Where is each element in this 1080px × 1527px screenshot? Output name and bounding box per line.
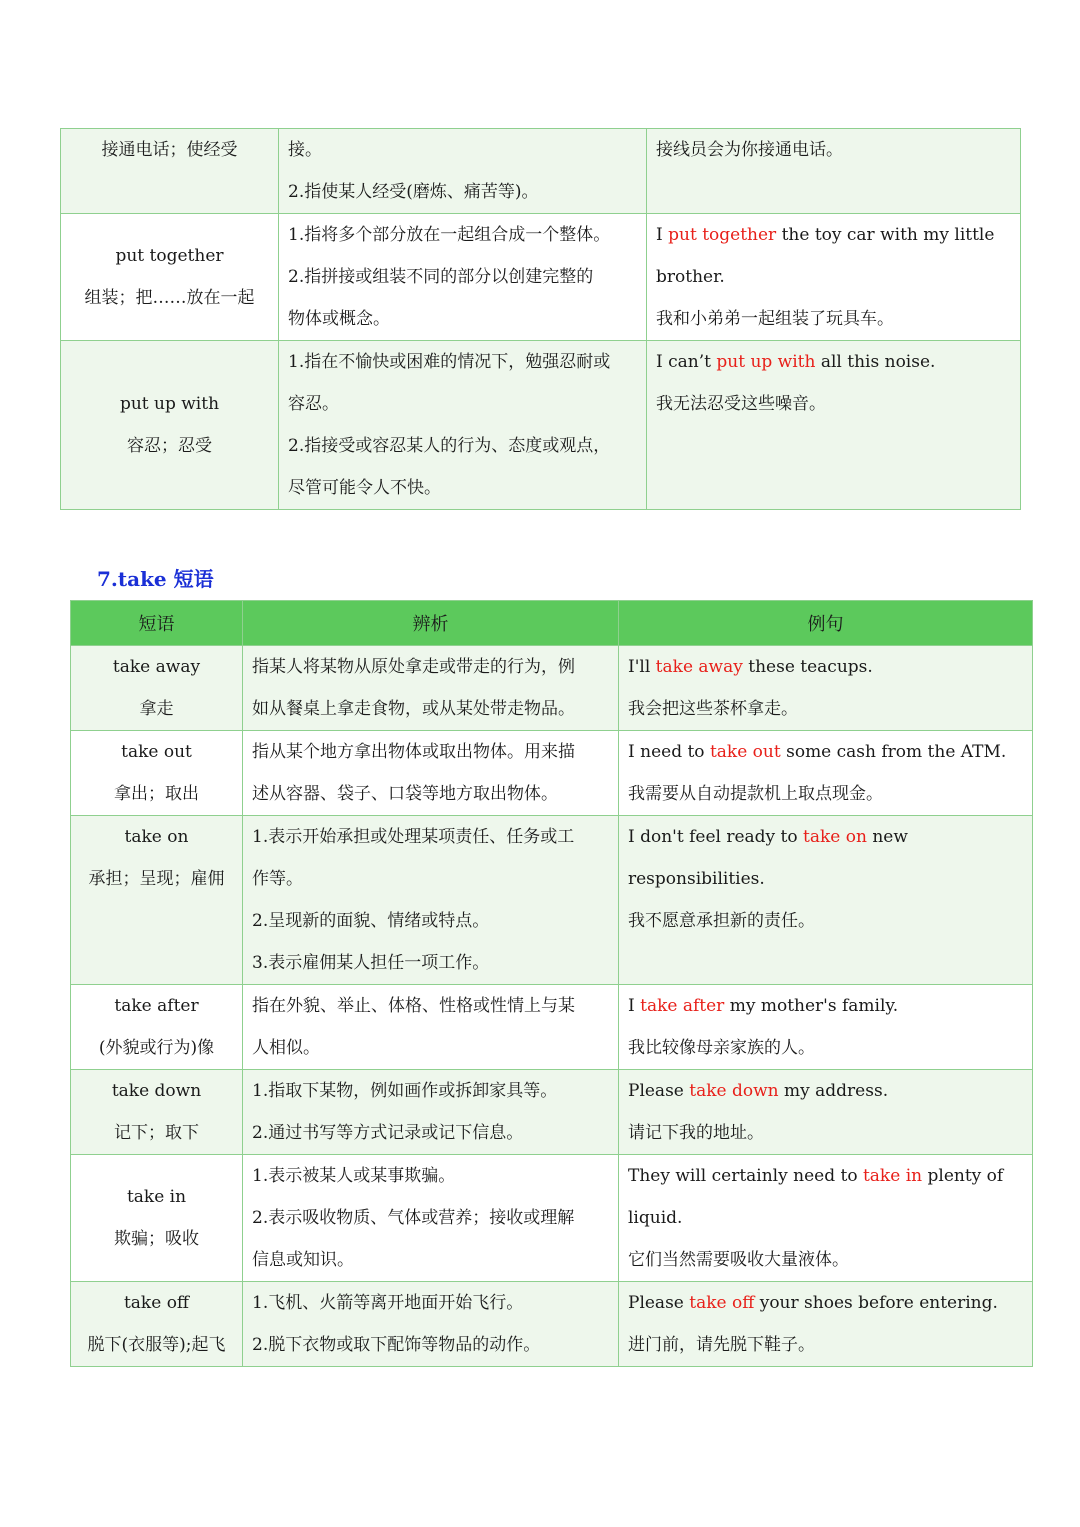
table-row	[61, 341, 1021, 510]
phrase-text: take away	[112, 657, 201, 677]
analysis-line: 2.脱下衣物或取下配饰等物品的动作。	[252, 1335, 541, 1355]
example-cell	[619, 985, 1033, 1070]
analysis-line: 信息或知识。	[252, 1250, 354, 1270]
highlighted-phrase: take down	[689, 1081, 779, 1101]
analysis-line: 人相似。	[252, 1038, 320, 1058]
example-translation: 我无法忍受这些噪音。	[656, 394, 826, 414]
analysis-line: 2.指使某人经受(磨炼、痛苦等)。	[288, 182, 539, 202]
example-sentence: I'll take away these teacups.	[628, 657, 873, 677]
phrase-meaning: 拿走	[139, 699, 174, 719]
phrase-text: put up with	[119, 394, 220, 414]
example-cell	[619, 1282, 1033, 1367]
analysis-line: 2.通过书写等方式记录或记下信息。	[252, 1123, 524, 1143]
highlighted-phrase: take after	[640, 996, 725, 1016]
table-row	[61, 129, 1021, 214]
analysis-line: 物体或概念。	[288, 309, 390, 329]
phrase-meaning: 接通电话；使经受	[101, 140, 238, 160]
analysis-line: 1.指将多个部分放在一起组合成一个整体。	[288, 225, 611, 245]
phrase-cell	[71, 1282, 243, 1367]
example-cell	[647, 129, 1021, 214]
analysis-line: 2.呈现新的面貌、情绪或特点。	[252, 911, 490, 931]
highlighted-phrase: put up with	[716, 352, 816, 372]
phrase-meaning: 承担；呈现；雇佣	[88, 869, 225, 889]
highlighted-phrase: put together	[668, 225, 777, 245]
table-row	[71, 1282, 1033, 1367]
table-header-row	[71, 601, 1033, 646]
analysis-line: 1.飞机、火箭等离开地面开始飞行。	[252, 1293, 524, 1313]
table-row	[71, 646, 1033, 731]
header-phrase: 短语	[71, 601, 243, 646]
phrase-meaning: 欺骗；吸收	[114, 1229, 199, 1249]
table-row	[71, 1070, 1033, 1155]
analysis-line: 2.表示吸收物质、气体或营养；接收或理解	[252, 1208, 575, 1228]
phrase-meaning: 组装；把……放在一起	[84, 288, 255, 308]
phrase-meaning: 记下；取下	[114, 1123, 199, 1143]
phrase-cell	[71, 1070, 243, 1155]
example-cell	[647, 214, 1021, 341]
example-sentence: I don't feel ready to take on new responsibilities.	[628, 827, 908, 889]
take-phrase-table	[70, 600, 1033, 1367]
analysis-cell	[279, 129, 647, 214]
analysis-line: 容忍。	[288, 394, 339, 414]
example-cell	[619, 816, 1033, 985]
example-translation: 请记下我的地址。	[628, 1123, 764, 1143]
analysis-cell	[279, 341, 647, 510]
example-translation: 进门前，请先脱下鞋子。	[628, 1335, 815, 1355]
phrase-cell	[71, 985, 243, 1070]
header-analysis: 辨析	[243, 601, 619, 646]
analysis-cell	[243, 1070, 619, 1155]
phrase-meaning: 容忍；忍受	[127, 436, 212, 456]
example-cell	[619, 1155, 1033, 1282]
analysis-line: 尽管可能令人不快。	[288, 478, 441, 498]
section-title: 7.take 短语	[97, 567, 214, 591]
example-sentence: I can’t put up with all this noise.	[656, 352, 936, 372]
example-cell	[619, 731, 1033, 816]
analysis-line: 指在外貌、举止、体格、性格或性情上与某	[252, 996, 575, 1016]
example-sentence: Please take off your shoes before entering.	[628, 1293, 998, 1313]
analysis-cell	[243, 731, 619, 816]
example-sentence: I put together the toy car with my little	[656, 225, 995, 245]
analysis-cell	[243, 816, 619, 985]
phrase-text: put together	[115, 246, 224, 266]
header-example: 例句	[619, 601, 1033, 646]
example-translation: 我会把这些茶杯拿走。	[628, 699, 798, 719]
table-row	[71, 816, 1033, 985]
table-row	[71, 985, 1033, 1070]
analysis-line: 1.指在不愉快或困难的情况下，勉强忍耐或	[288, 352, 611, 372]
analysis-cell	[243, 646, 619, 731]
analysis-line: 3.表示雇佣某人担任一项工作。	[252, 953, 490, 973]
analysis-line: 指某人将某物从原处拿走或带走的行为，例	[252, 657, 575, 677]
highlighted-phrase: take in	[862, 1166, 923, 1186]
phrase-text: take on	[124, 827, 189, 847]
analysis-line: 1.表示被某人或某事欺骗。	[252, 1166, 456, 1186]
table-row	[61, 214, 1021, 341]
analysis-line: 如从餐桌上拿走食物，或从某处带走物品。	[252, 699, 575, 719]
example-sentence: I need to take out some cash from the ATM.	[628, 742, 1007, 762]
highlighted-phrase: take on	[803, 827, 867, 847]
phrase-cell	[71, 646, 243, 731]
analysis-line: 指从某个地方拿出物体或取出物体。用来描	[252, 742, 575, 762]
phrase-text: take down	[111, 1081, 202, 1101]
phrase-text: take in	[126, 1187, 187, 1207]
analysis-line: 2.指接受或容忍某人的行为、态度或观点，	[288, 436, 611, 456]
highlighted-phrase: take off	[689, 1293, 755, 1313]
phrase-cell	[71, 816, 243, 985]
table-row	[71, 731, 1033, 816]
analysis-line: 接。	[288, 140, 322, 160]
example-translation: 我需要从自动提款机上取点现金。	[628, 784, 883, 804]
example-sentence: They will certainly need to take in plenty of liquid.	[628, 1166, 1004, 1228]
analysis-line: 述从容器、袋子、口袋等地方取出物体。	[252, 784, 558, 804]
example-sentence: Please take down my address.	[628, 1081, 889, 1101]
example-cell	[619, 646, 1033, 731]
example-translation: 接线员会为你接通电话。	[656, 140, 843, 160]
table-row	[71, 1155, 1033, 1282]
analysis-line: 1.指取下某物，例如画作或拆卸家具等。	[252, 1081, 558, 1101]
analysis-line: 1.表示开始承担或处理某项责任、任务或工	[252, 827, 575, 847]
analysis-line: 2.指拼接或组装不同的部分以创建完整的	[288, 267, 594, 287]
phrase-text: take off	[123, 1293, 190, 1313]
example-translation: 我和小弟弟一起组装了玩具车。	[656, 309, 894, 329]
phrase-cell	[71, 1155, 243, 1282]
analysis-line: 作等。	[252, 869, 303, 889]
analysis-cell	[243, 1282, 619, 1367]
phrase-text: take out	[121, 742, 192, 762]
phrase-meaning: 脱下(衣服等);起飞	[87, 1335, 226, 1355]
analysis-cell	[243, 1155, 619, 1282]
phrase-meaning: 拿出；取出	[114, 784, 199, 804]
phrase-cell	[71, 731, 243, 816]
phrase-cell	[61, 341, 279, 510]
example-cell	[647, 341, 1021, 510]
analysis-cell	[279, 214, 647, 341]
highlighted-phrase: take away	[655, 657, 743, 677]
highlighted-phrase: take out	[709, 742, 781, 762]
phrase-meaning: (外貌或行为)像	[98, 1038, 215, 1058]
analysis-cell	[243, 985, 619, 1070]
example-translation: 它们当然需要吸收大量液体。	[628, 1250, 849, 1270]
phrase-text: take after	[114, 996, 199, 1016]
phrase-cell	[61, 129, 279, 214]
phrase-table-continued	[60, 128, 1021, 510]
example-translation: 我不愿意承担新的责任。	[628, 911, 815, 931]
example-sentence: I take after my mother's family.	[628, 996, 899, 1016]
example-translation: 我比较像母亲家族的人。	[628, 1038, 815, 1058]
example-sentence-cont: brother.	[656, 267, 725, 287]
example-cell	[619, 1070, 1033, 1155]
phrase-cell	[61, 214, 279, 341]
